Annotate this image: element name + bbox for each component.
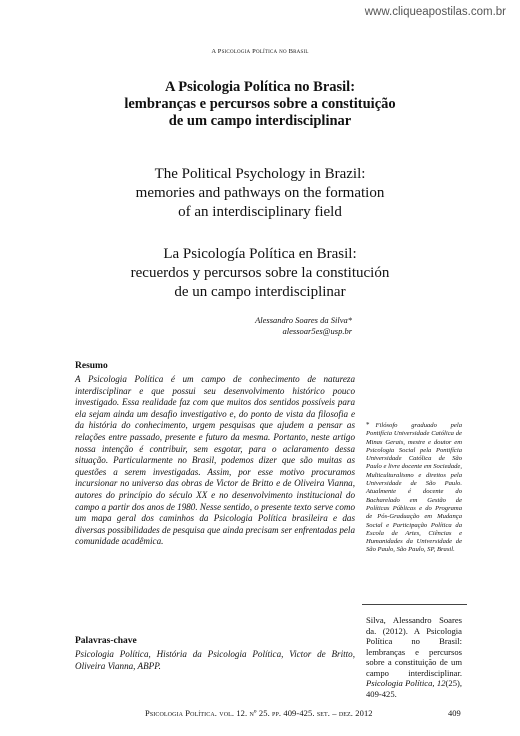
- title-spanish: [60, 245, 460, 302]
- citation-divider: [362, 604, 467, 605]
- running-head: A Psicologia Política no Brasil: [211, 48, 309, 55]
- abstract-heading: Resumo: [75, 361, 108, 371]
- author-name: Alessandro Soares da Silva*: [255, 315, 352, 325]
- author-footnote: [366, 421, 462, 555]
- title-pt-line3: de um campo interdisciplinar: [168, 113, 352, 129]
- page-number: 409: [448, 708, 461, 718]
- footer-journal-info: Psicologia Política. vol. 12. nº 25. pp. 409-425. set. – dez. 2012: [145, 708, 373, 718]
- citation-journal: Psicologia Política, 12: [366, 678, 446, 688]
- abstract-text: A Psicologia Política é um campo de conhecimento de natureza interdisciplinar e que possui seu desenvolvimento histórico pouco investigado. Essa realidade faz com que muitos dos sentidos possíveis para ela sejam ainda um desafio investigativo e, do ponto de vista da filosofia e da história do conhecimento, urgem pesquisas que ajudem a pensar as relações entre passado, presente e futuro da mesma. Portanto, neste artigo nossa intenção é contribuir, sem esgotar, para o aclaramento dessa situação. Particularmente no Brasil, podemos dizer que são muitas as questões a serem investigadas. Assim, por esse motivo procuramos incursionar no universo das obras de Victor de Britto e de Oliveira Vianna, autores do princípio do século XX e no desenvolvimento institucional do campo a partir dos anos de 1980. Nesse sentido, o presente texto serve como um mapa geral dos caminhos da Psicologia Política brasileira e das diversas possibilidades de pesquisa que ainda precisam ser enfrentadas pela comunidade acadêmica.: [75, 374, 355, 547]
- citation-pages: 409-425.: [366, 688, 397, 699]
- citation-issue: (25),: [445, 678, 462, 688]
- keywords-text: Psicologia Política, História da Psicologia Política, Victor de Britto, Oliveira Vianna, ABPP.: [75, 649, 355, 671]
- title-en-line2: memories and pathways on the formation: [135, 185, 385, 201]
- title-portuguese: [60, 79, 460, 130]
- title-es-line3: de un campo interdisciplinar: [174, 284, 346, 300]
- title-english: [60, 165, 460, 222]
- author-block: [200, 315, 352, 337]
- title-pt-line1: A Psicologia Política no Brasil:: [164, 79, 356, 95]
- title-es-line1: La Psicología Política en Brasil:: [163, 246, 357, 262]
- footnote-marker: *: [366, 421, 370, 429]
- author-email: alessoar5es@usp.br: [282, 326, 352, 336]
- title-en-line3: of an interdisciplinary field: [178, 204, 342, 220]
- site-watermark: www.cliqueapostilas.com.br: [364, 6, 506, 18]
- citation-block: [366, 615, 462, 699]
- title-en-line1: The Political Psychology in Brazil:: [154, 166, 366, 182]
- footnote-text: Filósofo graduado pela Pontifícia Universidade Católica de Minas Gerais, mestre e doutor em Psicologia Social pela Pontifícia Universidade Católica de São Paulo e livre docente em Sociedade, Multiculturalismo e direitos pela Universidade de São Paulo. Atualmente é docente do Bacharelado em Gestão de Políticas Públicas e do Programa de Pós-Graduação em Mudança Social e Participação Política da Escola de Artes, Ciências e Humanidades da Universidade de São Paulo, São Paulo, SP, Brasil.: [366, 422, 462, 554]
- citation-text: Silva, Alessandro Soares da. (2012). A Psicologia Política no Brasil: lembranças e percursos sobre a constituição de um campo interdisciplinar.: [366, 615, 462, 678]
- title-pt-line2: lembranças e percursos sobre a constituição: [124, 96, 396, 112]
- title-es-line2: recuerdos y percursos sobre la constitución: [130, 265, 390, 281]
- keywords-heading: Palavras-chave: [75, 636, 137, 646]
